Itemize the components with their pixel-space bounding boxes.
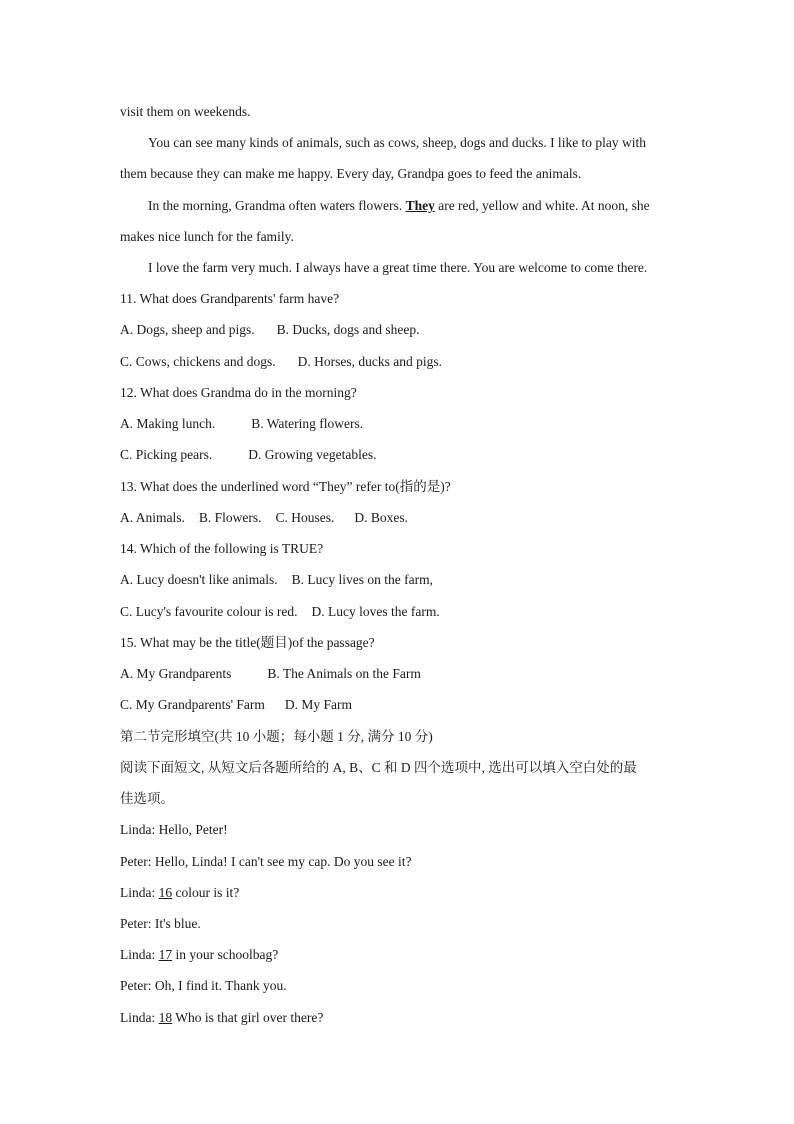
option: C. Lucy's favourite colour is red. xyxy=(120,604,298,619)
option: C. Houses. xyxy=(275,510,335,525)
option: A. Dogs, sheep and pigs. xyxy=(120,322,255,337)
option: D. Horses, ducks and pigs. xyxy=(297,354,442,369)
option: C. My Grandparents' Farm xyxy=(120,697,265,712)
speaker: Linda: xyxy=(120,885,159,900)
option: D. Growing vegetables. xyxy=(248,447,377,462)
option: B. The Animals on the Farm xyxy=(267,666,421,681)
question-stem: 11. What does Grandparents' farm have? xyxy=(120,291,340,306)
option: A. My Grandparents xyxy=(120,666,232,681)
question-stem: 13. What does the underlined word “They” refer to(指的是)? xyxy=(120,479,451,494)
option-row xyxy=(120,414,680,434)
option: D. Boxes. xyxy=(354,510,409,525)
option: B. Watering flowers. xyxy=(251,416,364,431)
option-row xyxy=(120,664,680,684)
question-stem: 12. What does Grandma do in the morning? xyxy=(120,385,357,400)
passage-line: I love the farm very much. I always have a great time there. You are welcome to come there. xyxy=(148,260,648,275)
passage-text: In the morning, Grandma often waters flowers. xyxy=(148,198,406,213)
dialogue-line xyxy=(120,883,680,903)
option-row xyxy=(120,508,680,528)
option: A. Making lunch. xyxy=(120,416,216,431)
option: B. Flowers. xyxy=(198,510,262,525)
dialogue-line xyxy=(120,820,680,840)
option: C. Cows, chickens and dogs. xyxy=(120,354,276,369)
passage-line: You can see many kinds of animals, such as cows, sheep, dogs and ducks. I like to play with xyxy=(148,135,647,150)
speaker: Peter: xyxy=(120,916,155,931)
blank-number: 16 xyxy=(158,885,173,900)
speaker: Peter: xyxy=(120,854,155,869)
passage-text: are red, yellow and white. At noon, she xyxy=(434,198,650,213)
dialogue-text: It's blue. xyxy=(154,916,201,931)
blank-number: 18 xyxy=(158,1010,173,1025)
section-instruction: 阅读下面短文, 从短文后各题所给的 A, B、C 和 D 四个选项中, 选出可以填入空白处的最 xyxy=(120,760,637,775)
option-row xyxy=(120,445,680,465)
dialogue-line xyxy=(120,976,680,996)
option: D. My Farm xyxy=(284,697,353,712)
dialogue-text: in your schoolbag? xyxy=(172,947,279,962)
option: B. Lucy lives on the farm, xyxy=(291,572,433,587)
blank-number: 17 xyxy=(158,947,173,962)
section-heading: 第二节完形填空(共 10 小题；每小题 1 分, 满分 10 分) xyxy=(120,729,433,744)
dialogue-line xyxy=(120,1008,680,1028)
option: C. Picking pears. xyxy=(120,447,213,462)
passage-line: makes nice lunch for the family. xyxy=(120,229,294,244)
option-row xyxy=(120,602,680,622)
question-stem: 14. Which of the following is TRUE? xyxy=(120,541,324,556)
option: D. Lucy loves the farm. xyxy=(311,604,440,619)
dialogue-text: Oh, I find it. Thank you. xyxy=(154,978,287,993)
option: A. Animals. xyxy=(120,510,185,525)
speaker: Linda: xyxy=(120,1010,159,1025)
dialogue-line xyxy=(120,945,680,965)
dialogue-text: colour is it? xyxy=(172,885,240,900)
speaker: Linda: xyxy=(120,822,159,837)
option-row xyxy=(120,352,680,372)
option: B. Ducks, dogs and sheep. xyxy=(276,322,420,337)
section-instruction: 佳选项。 xyxy=(120,791,174,806)
underlined-word: They xyxy=(405,198,435,213)
option-row xyxy=(120,695,680,715)
dialogue-line xyxy=(120,914,680,934)
passage-line: visit them on weekends. xyxy=(120,104,251,119)
option-row xyxy=(120,320,680,340)
dialogue-line xyxy=(120,852,680,872)
dialogue-text: Who is that girl over there? xyxy=(172,1010,324,1025)
dialogue-text: Hello, Linda! I can't see my cap. Do you see it? xyxy=(154,854,412,869)
passage-line xyxy=(148,196,708,216)
dialogue-text: Hello, Peter! xyxy=(158,822,228,837)
option: A. Lucy doesn't like animals. xyxy=(120,572,278,587)
speaker: Linda: xyxy=(120,947,159,962)
option-row xyxy=(120,570,680,590)
passage-line: them because they can make me happy. Every day, Grandpa goes to feed the animals. xyxy=(120,166,582,181)
question-stem: 15. What may be the title(题目)of the passage? xyxy=(120,635,375,650)
speaker: Peter: xyxy=(120,978,155,993)
